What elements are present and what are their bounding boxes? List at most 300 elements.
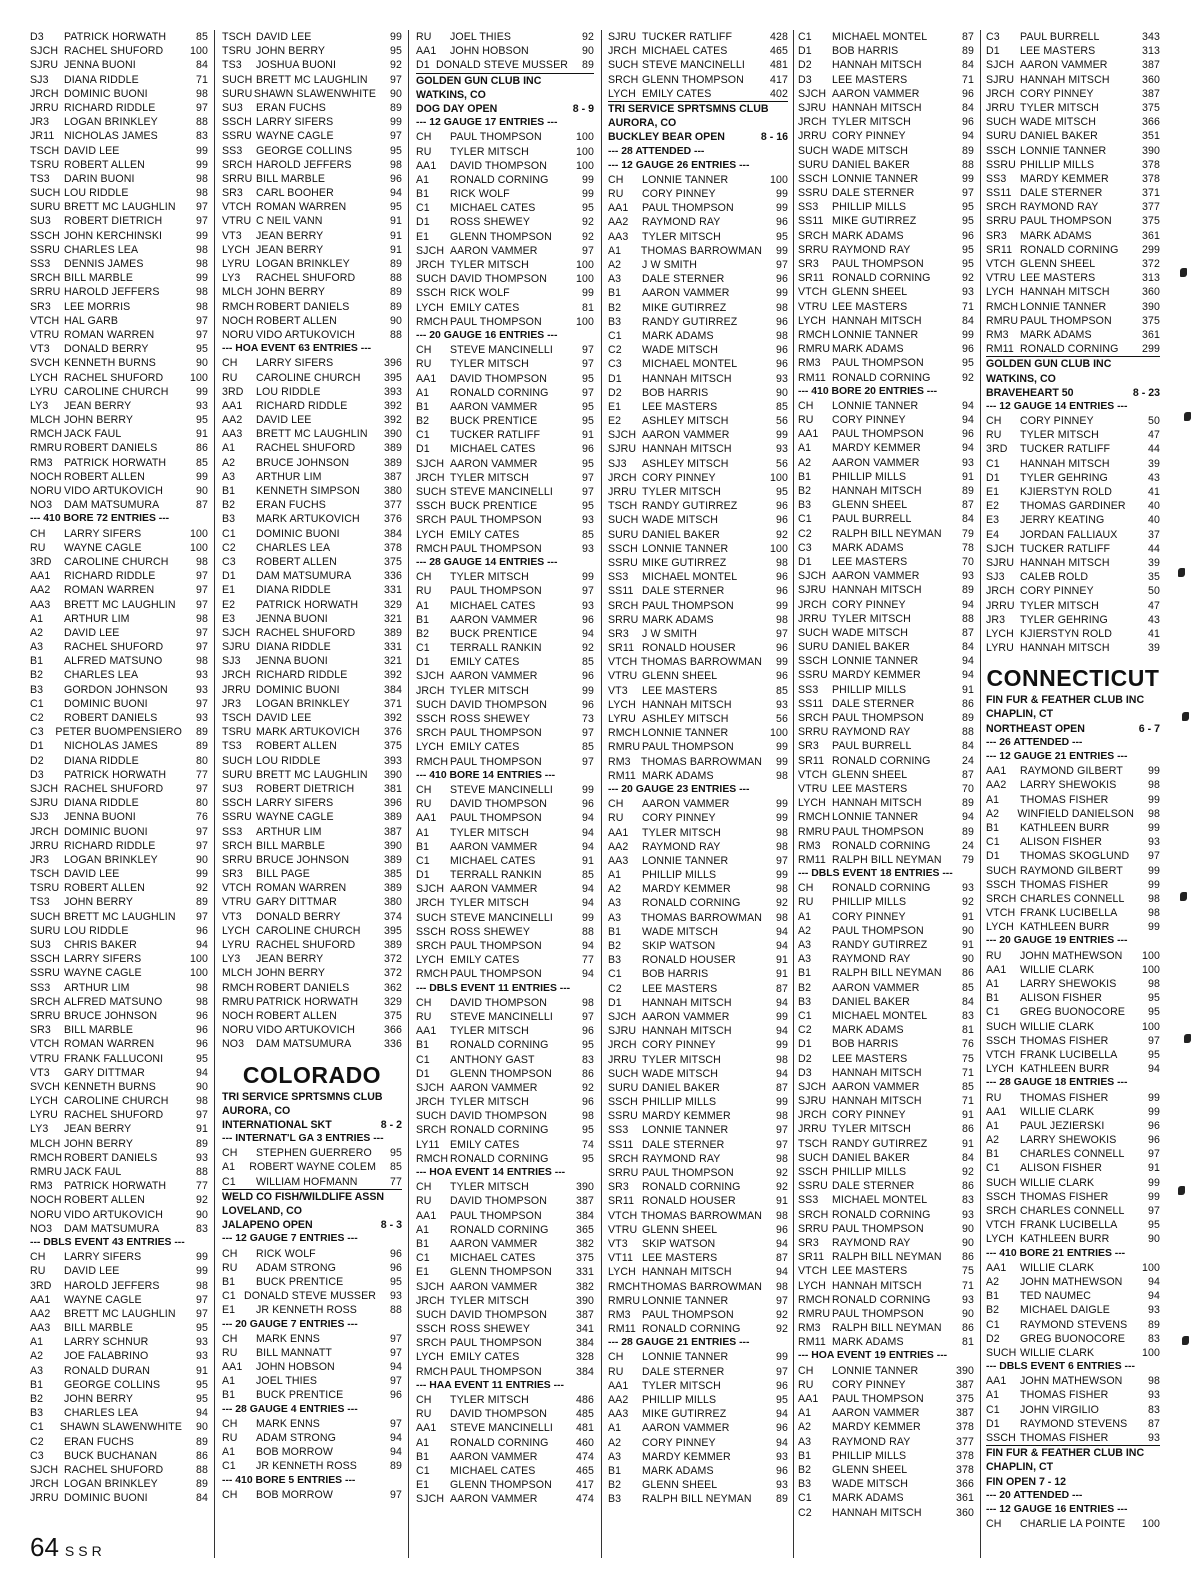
result-row bbox=[222, 1175, 402, 1190]
result-row bbox=[608, 1365, 788, 1379]
score: 93 bbox=[1148, 1389, 1160, 1402]
class-code: A3 bbox=[798, 1435, 812, 1448]
result-row bbox=[222, 1431, 402, 1445]
result-row bbox=[986, 30, 1160, 44]
shooter-name: AARON VAMMER bbox=[1020, 59, 1108, 72]
result-row bbox=[222, 87, 402, 101]
score: 384 bbox=[576, 1337, 594, 1350]
result-row bbox=[30, 243, 208, 257]
score: 81 bbox=[582, 301, 594, 314]
shooter-name: RAYMOND RAY bbox=[642, 840, 721, 853]
score: 85 bbox=[962, 981, 974, 994]
score: 99 bbox=[776, 599, 788, 612]
result-row bbox=[416, 1180, 594, 1194]
score: 98 bbox=[390, 158, 402, 171]
result-row bbox=[222, 300, 402, 314]
shooter-name: MICHAEL MONTEL bbox=[642, 358, 738, 371]
shooter-name: HANNAH MITSCH bbox=[642, 1266, 732, 1279]
shooter-name: KATHLEEN BURR bbox=[1020, 821, 1110, 834]
result-row bbox=[416, 301, 594, 315]
score: 93 bbox=[582, 514, 594, 527]
shooter-name: HANNAH MITSCH bbox=[832, 1279, 922, 1292]
score: 92 bbox=[582, 31, 594, 43]
shooter-name: WADE MITSCH bbox=[832, 144, 909, 157]
score: 83 bbox=[1148, 1403, 1160, 1416]
shooter-name: THOMAS BARROWMAN bbox=[640, 755, 762, 768]
score: 97 bbox=[1148, 850, 1160, 863]
result-row bbox=[30, 569, 208, 583]
shooter-name: LEE MASTERS bbox=[642, 400, 718, 413]
score: 96 bbox=[776, 1379, 788, 1392]
shooter-name: PAUL THOMPSON bbox=[832, 924, 924, 937]
class-code: B3 bbox=[798, 499, 812, 512]
shooter-name: THOMAS BARROWMAN bbox=[640, 1209, 762, 1222]
result-row bbox=[30, 782, 208, 796]
class-code: C1 bbox=[222, 1175, 236, 1188]
result-row bbox=[30, 952, 208, 966]
shooter-name: CORY PINNEY bbox=[642, 812, 716, 825]
class-code: LY3 bbox=[222, 272, 241, 285]
class-code: MLCH bbox=[30, 414, 61, 427]
score: 92 bbox=[776, 1308, 788, 1321]
score: 96 bbox=[962, 343, 974, 356]
class-code: LY3 bbox=[222, 953, 241, 966]
class-code: SRCH bbox=[798, 229, 829, 242]
result-row bbox=[416, 1038, 594, 1052]
score: 97 bbox=[1148, 1034, 1160, 1047]
score: 98 bbox=[776, 1053, 788, 1066]
shooter-name: ROBERT ALLEN bbox=[64, 470, 145, 483]
result-row bbox=[416, 939, 594, 953]
shooter-name: AARON VAMMER bbox=[832, 1080, 920, 1093]
result-row bbox=[416, 244, 594, 258]
score: 77 bbox=[390, 1175, 402, 1188]
class-code: SURU bbox=[798, 158, 829, 171]
score: 94 bbox=[196, 1407, 208, 1420]
class-code: C2 bbox=[30, 1435, 44, 1448]
shooter-name: JOHN BERRY bbox=[64, 1137, 134, 1150]
event-header: --- 20 GAUGE 23 ENTRIES --- bbox=[608, 783, 750, 795]
shooter-name: EMILY CATES bbox=[642, 87, 712, 100]
shooter-name: RONALD CORNING bbox=[450, 1223, 549, 1236]
result-row bbox=[608, 1294, 788, 1308]
score: 85 bbox=[776, 400, 788, 413]
shooter-name: DAVID LEE bbox=[64, 868, 120, 881]
scan-mark bbox=[1178, 1186, 1185, 1195]
shooter-name: SHAWN SLAWENWHITE bbox=[253, 87, 376, 100]
score: 99 bbox=[776, 244, 788, 257]
class-code: SSCH bbox=[416, 713, 446, 725]
shoot-title bbox=[986, 722, 1160, 736]
class-code: VTCH bbox=[222, 882, 252, 895]
score: 98 bbox=[582, 996, 594, 1009]
score: 98 bbox=[196, 981, 208, 994]
score: 87 bbox=[962, 626, 974, 639]
score: 99 bbox=[962, 328, 974, 341]
shooter-name: RICHARD RIDDLE bbox=[256, 669, 348, 682]
result-row bbox=[608, 996, 788, 1010]
class-code: C1 bbox=[222, 527, 236, 540]
score: 390 bbox=[576, 1181, 594, 1194]
shooter-name: DAVID THOMPSON bbox=[450, 798, 547, 811]
class-code: JRRU bbox=[222, 683, 251, 696]
result-row bbox=[986, 342, 1160, 357]
class-code: LYRU bbox=[986, 642, 1014, 655]
class-code: CH bbox=[608, 173, 624, 186]
class-code: AA1 bbox=[416, 45, 437, 58]
result-row bbox=[986, 1105, 1160, 1119]
class-code: SRRU bbox=[608, 613, 639, 626]
score: 95 bbox=[582, 415, 594, 428]
shooter-name: PAUL THOMPSON bbox=[832, 357, 924, 370]
result-row bbox=[30, 739, 208, 753]
score: 79 bbox=[962, 527, 974, 540]
class-code: AA1 bbox=[986, 1261, 1007, 1274]
score: 92 bbox=[582, 642, 594, 655]
shooter-name: LARRY SIFERS bbox=[256, 797, 334, 810]
score: 387 bbox=[1142, 87, 1160, 100]
score: 100 bbox=[770, 471, 788, 484]
score: 94 bbox=[962, 598, 974, 611]
shooter-name: EMILY CATES bbox=[450, 301, 520, 314]
score: 94 bbox=[962, 442, 974, 455]
class-code: JRRU bbox=[608, 486, 637, 498]
score: 98 bbox=[776, 1110, 788, 1123]
class-code: JRCH bbox=[30, 1478, 59, 1491]
class-code: C1 bbox=[416, 1464, 430, 1477]
score: 95 bbox=[776, 486, 788, 498]
shooter-name: BRETT MC LAUGHLIN bbox=[64, 910, 176, 923]
result-row bbox=[986, 172, 1160, 186]
result-row bbox=[30, 1335, 208, 1349]
shooter-name: ROMAN WARREN bbox=[64, 328, 155, 341]
score: 71 bbox=[962, 1066, 974, 1079]
result-row bbox=[608, 1237, 788, 1251]
shooter-name: BUCK BUCHANAN bbox=[64, 1449, 158, 1462]
score: 376 bbox=[384, 513, 402, 526]
class-code: B3 bbox=[608, 315, 622, 328]
class-code: AA2 bbox=[30, 1307, 51, 1320]
class-code: SJRU bbox=[798, 1095, 827, 1108]
shooter-name: AARON VAMMER bbox=[642, 429, 730, 442]
class-code: JRCH bbox=[798, 598, 827, 611]
result-row bbox=[608, 556, 788, 570]
result-row bbox=[798, 966, 974, 980]
score: 56 bbox=[776, 415, 788, 428]
shooter-name: PAUL THOMPSON bbox=[450, 542, 542, 555]
shooter-name: BUCK PRENTICE bbox=[450, 627, 538, 640]
class-code: E1 bbox=[986, 486, 1000, 498]
shooter-name: THOMAS FISHER bbox=[1020, 1034, 1109, 1047]
class-code: SJRU bbox=[798, 584, 827, 597]
score: 86 bbox=[962, 1180, 974, 1193]
class-code: B1 bbox=[416, 1237, 430, 1250]
class-code: A2 bbox=[30, 1350, 44, 1363]
result-row bbox=[30, 1193, 208, 1207]
class-code: AA3 bbox=[608, 230, 629, 243]
result-row bbox=[30, 839, 208, 853]
shooter-name: DALE STERNER bbox=[642, 1138, 725, 1151]
score: 80 bbox=[196, 797, 208, 810]
score: 375 bbox=[1142, 215, 1160, 228]
class-code: B1 bbox=[416, 400, 430, 413]
shooter-name: LEE MASTERS bbox=[1020, 45, 1096, 58]
event-header: --- 12 GAUGE 16 ENTRIES --- bbox=[986, 1503, 1128, 1515]
score: 100 bbox=[770, 173, 788, 186]
result-row bbox=[798, 1392, 974, 1406]
shooter-name: AARON VAMMER bbox=[450, 840, 538, 853]
class-code: B2 bbox=[30, 1393, 44, 1405]
shooter-name: LONNIE TANNER bbox=[832, 811, 919, 824]
class-code: A2 bbox=[986, 1134, 1000, 1147]
shooter-name: LEE MASTERS bbox=[832, 782, 908, 795]
shooter-name: RACHEL SHUFORD bbox=[64, 45, 164, 58]
result-row bbox=[416, 343, 594, 357]
result-row bbox=[416, 1123, 594, 1137]
class-code: D1 bbox=[986, 850, 1000, 863]
shoot-name: NORTHEAST OPEN bbox=[986, 722, 1085, 735]
score: 96 bbox=[776, 344, 788, 357]
score: 100 bbox=[190, 527, 208, 540]
result-row bbox=[416, 499, 594, 513]
class-code: C1 bbox=[798, 31, 812, 43]
class-code: E2 bbox=[222, 598, 236, 611]
class-code: LYCH bbox=[986, 921, 1014, 934]
shooter-name: LONNIE TANNER bbox=[642, 1124, 729, 1137]
class-code: JRRU bbox=[30, 1492, 59, 1505]
class-code: SSCH bbox=[798, 172, 828, 185]
score: 93 bbox=[1148, 836, 1160, 849]
event-header: --- 12 GAUGE 14 ENTRIES --- bbox=[986, 400, 1128, 412]
shooter-name: DOMINIC BUONI bbox=[256, 527, 340, 540]
class-code: SURU bbox=[986, 130, 1017, 143]
score: 97 bbox=[196, 201, 208, 214]
class-code: SS11 bbox=[798, 697, 824, 710]
score: 95 bbox=[1148, 1219, 1160, 1232]
result-row bbox=[30, 1293, 208, 1307]
class-code: SUCH bbox=[30, 187, 61, 200]
score: 98 bbox=[1148, 892, 1160, 905]
class-code: SSCH bbox=[30, 229, 60, 242]
result-row bbox=[608, 1322, 788, 1336]
score: 84 bbox=[196, 59, 208, 72]
shooter-name: RAYMOND RAY bbox=[832, 1236, 911, 1249]
shooter-name: HAROLD JEFFERS bbox=[256, 158, 352, 171]
score: 362 bbox=[384, 981, 402, 994]
class-code: SJCH bbox=[986, 59, 1015, 72]
score: 97 bbox=[776, 1138, 788, 1151]
class-code: NORU bbox=[222, 328, 254, 341]
score: 377 bbox=[956, 1435, 974, 1448]
shooter-name: LARRY SHEWOKIS bbox=[1020, 978, 1117, 990]
result-row bbox=[608, 1024, 788, 1038]
score: 95 bbox=[196, 1393, 208, 1405]
shooter-name: ROBERT ALLEN bbox=[256, 555, 337, 568]
score: 87 bbox=[962, 31, 974, 43]
result-row bbox=[798, 512, 974, 526]
result-row bbox=[798, 1307, 974, 1321]
result-row bbox=[30, 668, 208, 682]
shooter-name: GREG BUONOCORE bbox=[1020, 1332, 1125, 1345]
shooter-name: DAVID THOMPSON bbox=[450, 372, 547, 385]
result-row bbox=[798, 1094, 974, 1108]
result-row bbox=[416, 1251, 594, 1265]
result-row bbox=[986, 1147, 1160, 1161]
class-code: D1 bbox=[798, 45, 812, 58]
shooter-name: THOMAS BARROWMAN bbox=[640, 1280, 762, 1293]
class-code: SRRU bbox=[608, 1167, 639, 1179]
result-row bbox=[608, 372, 788, 386]
score: 99 bbox=[1148, 1091, 1160, 1104]
shooter-name: BILL MARBLE bbox=[64, 1024, 134, 1037]
result-row bbox=[798, 981, 974, 995]
shooter-name: J W SMITH bbox=[642, 627, 698, 640]
shooter-name: PATRICK HORWATH bbox=[64, 1180, 167, 1193]
score: 96 bbox=[776, 216, 788, 229]
class-code: SJRU bbox=[608, 443, 637, 456]
score: 39 bbox=[1148, 556, 1160, 569]
result-row bbox=[798, 569, 974, 583]
result-row bbox=[30, 470, 208, 484]
shooter-name: HANNAH MITSCH bbox=[642, 996, 732, 1009]
shooter-name: AARON VAMMER bbox=[450, 1081, 538, 1094]
result-row bbox=[30, 583, 208, 597]
result-row bbox=[222, 555, 402, 569]
class-code: A3 bbox=[222, 470, 236, 483]
class-code: B1 bbox=[986, 821, 1000, 834]
result-row bbox=[608, 1379, 788, 1393]
class-code: SSCH bbox=[798, 1166, 828, 1178]
score: 375 bbox=[384, 740, 402, 753]
class-code: SRRU bbox=[798, 726, 829, 739]
class-code: JRCH bbox=[798, 116, 827, 129]
class-code: VTCH bbox=[30, 314, 60, 327]
class-code: VTCH bbox=[608, 656, 638, 669]
class-code: SUCH bbox=[798, 1151, 829, 1164]
result-row bbox=[222, 1289, 402, 1303]
class-code: RMCH bbox=[798, 328, 831, 341]
result-row bbox=[30, 853, 208, 867]
score: 24 bbox=[962, 839, 974, 852]
class-code: VTCH bbox=[798, 1265, 828, 1278]
result-row bbox=[416, 967, 594, 981]
class-code: CH bbox=[222, 1488, 238, 1501]
result-row bbox=[30, 754, 208, 768]
score: 93 bbox=[196, 712, 208, 724]
class-code: A1 bbox=[416, 1436, 430, 1449]
shooter-name: DALE STERNER bbox=[1020, 187, 1103, 200]
result-row bbox=[986, 1261, 1160, 1275]
shooter-name: LEE MASTERS bbox=[642, 684, 718, 697]
score: 96 bbox=[776, 514, 788, 527]
class-code: RMRU bbox=[30, 442, 63, 455]
class-code: VT3 bbox=[222, 910, 242, 923]
shooter-name: MIKE GUTIRREZ bbox=[832, 215, 917, 228]
score: 87 bbox=[196, 499, 208, 512]
shooter-name: JEAN BERRY bbox=[256, 953, 324, 966]
shooter-name: JENNA BUONI bbox=[64, 59, 136, 72]
score: 99 bbox=[582, 911, 594, 924]
result-row bbox=[798, 87, 974, 101]
class-code: RU bbox=[416, 145, 432, 158]
shooter-name: CORY PINNEY bbox=[642, 188, 716, 201]
score: 99 bbox=[582, 173, 594, 186]
class-code: CH bbox=[416, 783, 432, 796]
result-row bbox=[30, 1264, 208, 1278]
score: 94 bbox=[962, 811, 974, 824]
class-code: D1 bbox=[416, 216, 430, 229]
result-row bbox=[608, 272, 788, 286]
score: 89 bbox=[582, 59, 594, 72]
shooter-name: PATRICK HORWATH bbox=[256, 598, 359, 611]
score: 99 bbox=[196, 868, 208, 881]
result-row bbox=[608, 939, 788, 953]
shooter-name: TUCKER RATLIFF bbox=[450, 429, 541, 442]
class-code: C2 bbox=[608, 982, 622, 995]
score: 465 bbox=[576, 1464, 594, 1477]
shooter-name: TYLER MITSCH bbox=[642, 826, 721, 839]
score: 329 bbox=[384, 598, 402, 611]
class-code: LY3 bbox=[30, 1123, 49, 1136]
score: 93 bbox=[1148, 1304, 1160, 1317]
shooter-name: GLENN SHEEL bbox=[642, 1223, 718, 1236]
shooter-name: JOHN HOBSON bbox=[450, 45, 529, 58]
class-code: SR3 bbox=[30, 300, 51, 313]
result-row bbox=[416, 414, 594, 428]
result-row bbox=[222, 569, 402, 583]
class-code: B2 bbox=[798, 485, 812, 497]
result-row bbox=[30, 1378, 208, 1392]
result-row bbox=[30, 1406, 208, 1420]
class-code: A2 bbox=[30, 626, 44, 639]
shoot-name: FIN OPEN 7 - 12 bbox=[986, 1475, 1067, 1488]
shooter-name: LARRY SIFERS bbox=[64, 953, 142, 966]
score: 90 bbox=[962, 1307, 974, 1320]
shooter-name: LONNIE TANNER bbox=[832, 399, 919, 412]
result-row bbox=[30, 768, 208, 782]
score: 96 bbox=[1148, 1134, 1160, 1147]
score: 389 bbox=[384, 811, 402, 824]
score: 97 bbox=[390, 1375, 402, 1388]
score: 41 bbox=[1148, 627, 1160, 640]
shooter-name: RONALD CORNING bbox=[832, 272, 931, 285]
score: 100 bbox=[1142, 963, 1160, 976]
score: 85 bbox=[582, 869, 594, 882]
result-row bbox=[416, 1265, 594, 1279]
score: 93 bbox=[962, 1293, 974, 1306]
score: 83 bbox=[962, 1194, 974, 1207]
class-code: VT11 bbox=[608, 1252, 633, 1265]
score: 71 bbox=[962, 1095, 974, 1108]
class-code: VTCH bbox=[798, 768, 828, 781]
result-row bbox=[986, 73, 1160, 87]
shooter-name: MARK ARTUKOVICH bbox=[256, 726, 360, 739]
score: 389 bbox=[384, 456, 402, 469]
score: 387 bbox=[576, 1195, 594, 1208]
shooter-name: EMILY CATES bbox=[450, 1138, 520, 1151]
class-code: RMCH bbox=[608, 727, 641, 740]
result-row bbox=[608, 286, 788, 300]
shooter-name: DAVID LEE bbox=[64, 144, 120, 157]
score: 96 bbox=[582, 613, 594, 626]
score: 96 bbox=[776, 1223, 788, 1236]
shooter-name: BRUCE JOHNSON bbox=[256, 853, 350, 866]
result-row bbox=[798, 328, 974, 342]
result-row bbox=[222, 214, 402, 228]
result-row bbox=[416, 130, 594, 144]
shooter-name: DIANA RIDDLE bbox=[64, 73, 139, 86]
class-code: A2 bbox=[608, 883, 622, 896]
